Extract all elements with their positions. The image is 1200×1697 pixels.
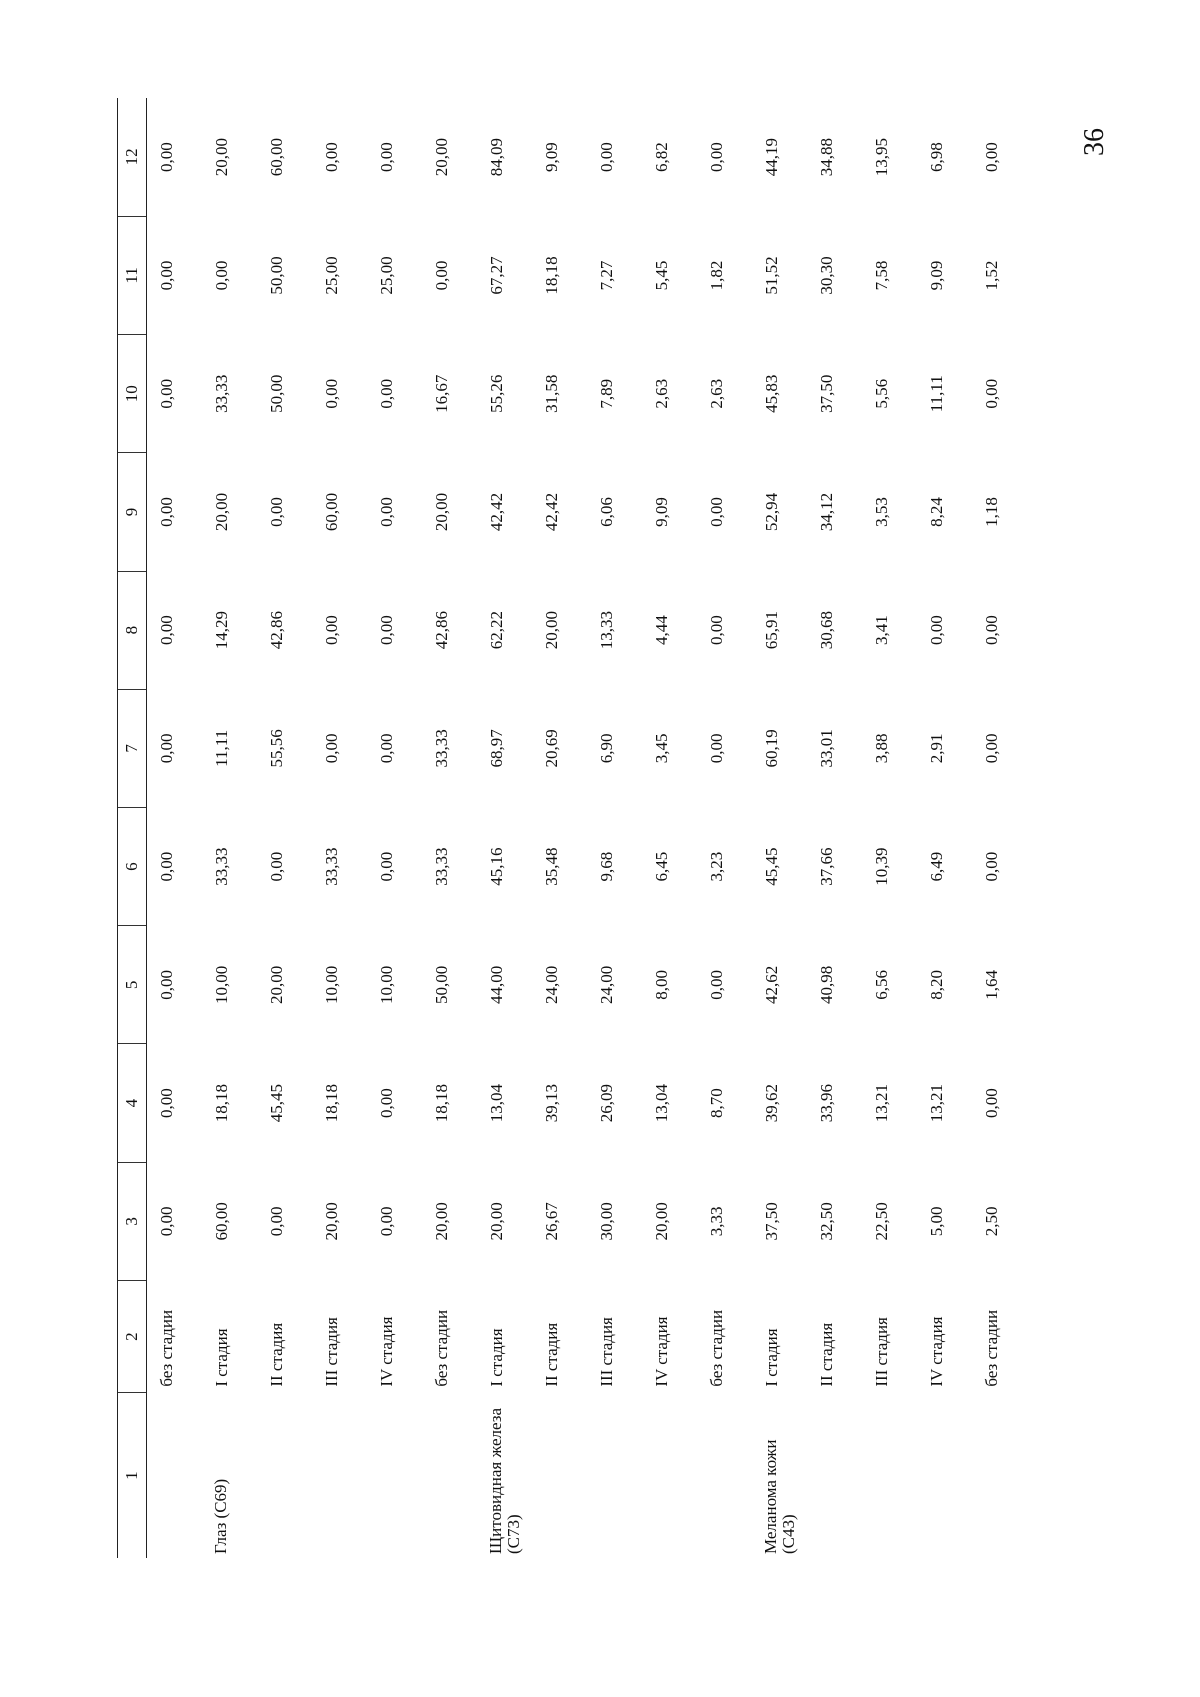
row-group-label — [972, 1393, 1027, 1558]
row-group-label — [587, 1393, 642, 1558]
value-cell: 8,24 — [927, 497, 946, 527]
value-cell: 3,45 — [652, 733, 671, 764]
value-cell: 0,00 — [707, 142, 726, 173]
value-cell: 30,00 — [597, 1202, 616, 1241]
value-cell: 39,62 — [762, 1083, 781, 1123]
row-group-label — [862, 1393, 917, 1558]
value-cell: 0,00 — [377, 497, 396, 527]
value-cell: 10,00 — [377, 965, 396, 1004]
row-group-label — [532, 1393, 587, 1558]
row-stage-label: III стадия — [872, 1317, 891, 1387]
table-row — [422, 98, 477, 1558]
value-cell: 33,33 — [432, 729, 451, 768]
value-cell: 30,30 — [817, 256, 836, 295]
column-header-1: 1 — [118, 1393, 147, 1558]
value-cell: 11,11 — [927, 375, 946, 413]
value-cell: 20,00 — [322, 1202, 341, 1241]
value-cell: 20,00 — [487, 1202, 506, 1241]
value-cell: 32,50 — [817, 1202, 836, 1241]
value-cell: 45,16 — [487, 847, 506, 886]
value-cell: 34,12 — [817, 492, 836, 532]
value-cell: 0,00 — [377, 615, 396, 646]
value-cell: 51,52 — [762, 256, 781, 295]
row-group-label: Щитовидная железа (С73) — [486, 1407, 523, 1554]
value-cell: 0,00 — [322, 378, 341, 409]
row-stage-label: III стадия — [597, 1317, 616, 1387]
row-group-label — [917, 1393, 972, 1558]
table-row — [147, 98, 203, 1558]
value-cell: 0,00 — [707, 733, 726, 764]
value-cell: 50,00 — [267, 256, 286, 295]
value-cell: 6,06 — [597, 497, 616, 527]
column-header-4: 4 — [118, 1044, 147, 1162]
value-cell: 65,91 — [762, 611, 781, 650]
value-cell: 62,22 — [487, 611, 506, 650]
value-cell: 14,29 — [212, 611, 231, 650]
value-cell: 20,00 — [432, 138, 451, 177]
value-cell: 55,26 — [487, 374, 506, 413]
value-cell: 0,00 — [157, 615, 176, 646]
value-cell: 60,00 — [212, 1202, 231, 1241]
value-cell: 0,00 — [982, 615, 1001, 646]
value-cell: 44,00 — [487, 965, 506, 1004]
value-cell: 13,33 — [597, 611, 616, 650]
value-cell: 10,39 — [872, 847, 891, 886]
value-cell: 20,00 — [212, 492, 231, 532]
value-cell: 9,09 — [927, 260, 946, 291]
row-group-label — [422, 1393, 477, 1558]
value-cell: 0,00 — [377, 378, 396, 409]
row-stage-label: без стадии — [707, 1309, 726, 1387]
value-cell: 20,00 — [542, 611, 561, 650]
value-cell: 18,18 — [542, 256, 561, 295]
table-row — [972, 98, 1027, 1558]
row-stage-label: II стадия — [267, 1322, 286, 1387]
value-cell: 7,58 — [872, 260, 891, 291]
row-group-label — [147, 1393, 203, 1558]
value-cell: 1,18 — [982, 497, 1001, 527]
value-cell: 0,00 — [267, 851, 286, 882]
table-row — [202, 98, 257, 1558]
value-cell: 50,00 — [432, 965, 451, 1004]
row-group-label: Глаз (С69) — [211, 1478, 230, 1554]
column-header-3: 3 — [118, 1162, 147, 1280]
row-stage-label: I стадия — [762, 1328, 781, 1387]
value-cell: 0,00 — [377, 733, 396, 764]
value-cell: 6,49 — [927, 851, 946, 882]
value-cell: 6,98 — [927, 142, 946, 173]
value-cell: 13,04 — [487, 1083, 506, 1123]
value-cell: 0,00 — [157, 378, 176, 409]
value-cell: 37,50 — [817, 374, 836, 413]
value-cell: 42,86 — [267, 611, 286, 650]
value-cell: 18,18 — [432, 1083, 451, 1123]
row-group-label — [367, 1393, 422, 1558]
value-cell: 3,23 — [707, 851, 726, 882]
value-cell: 26,09 — [597, 1083, 616, 1123]
row-stage-label: без стадии — [982, 1309, 1001, 1387]
table-row — [532, 98, 587, 1558]
value-cell: 0,00 — [707, 615, 726, 646]
value-cell: 1,82 — [707, 260, 726, 291]
value-cell: 3,33 — [707, 1206, 726, 1237]
value-cell: 6,82 — [652, 142, 671, 173]
value-cell: 18,18 — [322, 1083, 341, 1123]
value-cell: 42,86 — [432, 611, 451, 650]
table-row — [587, 98, 642, 1558]
value-cell: 30,68 — [817, 611, 836, 650]
value-cell: 0,00 — [927, 615, 946, 646]
column-header-10: 10 — [118, 335, 147, 453]
value-cell: 33,33 — [432, 847, 451, 886]
value-cell: 8,00 — [652, 970, 671, 1000]
value-cell: 0,00 — [322, 142, 341, 173]
value-cell: 0,00 — [377, 1088, 396, 1118]
value-cell: 33,96 — [817, 1083, 836, 1123]
value-cell: 25,00 — [322, 256, 341, 295]
table-row — [807, 98, 862, 1558]
table-row — [697, 98, 752, 1558]
table-row — [367, 98, 422, 1558]
column-header-8: 8 — [118, 571, 147, 689]
value-cell: 25,00 — [377, 256, 396, 295]
value-cell: 0,00 — [157, 1088, 176, 1118]
value-cell: 0,00 — [157, 733, 176, 764]
table-row — [917, 98, 972, 1558]
value-cell: 0,00 — [267, 497, 286, 527]
value-cell: 2,91 — [927, 733, 946, 764]
table-row — [642, 98, 697, 1558]
value-cell: 33,33 — [212, 847, 231, 886]
row-stage-label: IV стадия — [377, 1316, 396, 1387]
value-cell: 50,00 — [267, 374, 286, 413]
value-cell: 0,00 — [157, 851, 176, 882]
value-cell: 0,00 — [377, 851, 396, 882]
value-cell: 7,27 — [597, 260, 616, 291]
value-cell: 35,48 — [542, 847, 561, 886]
rotated-table-wrapper — [117, 98, 1001, 1558]
value-cell: 6,45 — [652, 851, 671, 882]
value-cell: 37,66 — [817, 847, 836, 886]
value-cell: 0,00 — [982, 142, 1001, 173]
value-cell: 44,19 — [762, 138, 781, 177]
value-cell: 20,00 — [432, 492, 451, 532]
value-cell: 7,89 — [597, 378, 616, 409]
row-stage-label: IV стадия — [927, 1316, 946, 1387]
value-cell: 37,50 — [762, 1202, 781, 1241]
value-cell: 1,52 — [982, 260, 1001, 291]
value-cell: 33,33 — [212, 374, 231, 413]
value-cell: 42,62 — [762, 965, 781, 1004]
value-cell: 0,00 — [377, 1206, 396, 1237]
row-stage-label: без стадии — [432, 1309, 451, 1387]
value-cell: 20,69 — [542, 729, 561, 768]
column-header-11: 11 — [118, 216, 147, 334]
value-cell: 0,00 — [267, 1206, 286, 1237]
column-header-5: 5 — [118, 926, 147, 1044]
value-cell: 22,50 — [872, 1202, 891, 1241]
value-cell: 20,00 — [652, 1202, 671, 1241]
value-cell: 60,19 — [762, 729, 781, 768]
row-stage-label: II стадия — [817, 1322, 836, 1387]
value-cell: 0,00 — [157, 970, 176, 1000]
row-stage-label: без стадии — [157, 1309, 176, 1387]
value-cell: 55,56 — [267, 729, 286, 768]
table-header-row — [118, 98, 147, 1558]
value-cell: 0,00 — [597, 142, 616, 173]
value-cell: 10,00 — [322, 965, 341, 1004]
row-group-label — [697, 1393, 752, 1558]
value-cell: 45,45 — [762, 847, 781, 886]
value-cell: 3,53 — [872, 497, 891, 527]
value-cell: 11,11 — [212, 729, 231, 767]
row-stage-label: I стадия — [487, 1328, 506, 1387]
value-cell: 33,33 — [322, 847, 341, 886]
row-group-label — [257, 1393, 312, 1558]
value-cell: 2,63 — [707, 378, 726, 409]
value-cell: 20,00 — [267, 965, 286, 1004]
table-row — [477, 98, 532, 1558]
column-header-2: 2 — [118, 1280, 147, 1392]
value-cell: 0,00 — [982, 1088, 1001, 1118]
value-cell: 26,67 — [542, 1202, 561, 1241]
value-cell: 67,27 — [487, 256, 506, 295]
value-cell: 0,00 — [157, 1206, 176, 1237]
row-group-label — [642, 1393, 697, 1558]
value-cell: 0,00 — [157, 260, 176, 291]
value-cell: 42,42 — [542, 492, 561, 532]
value-cell: 0,00 — [212, 260, 231, 291]
value-cell: 60,00 — [322, 492, 341, 532]
value-cell: 24,00 — [542, 965, 561, 1004]
value-cell: 0,00 — [157, 497, 176, 527]
value-cell: 45,83 — [762, 374, 781, 413]
value-cell: 0,00 — [982, 851, 1001, 882]
value-cell: 5,00 — [927, 1206, 946, 1237]
row-stage-label: IV стадия — [652, 1316, 671, 1387]
value-cell: 45,45 — [267, 1083, 286, 1123]
table-row — [257, 98, 312, 1558]
value-cell: 31,58 — [542, 374, 561, 413]
value-cell: 6,56 — [872, 970, 891, 1000]
value-cell: 0,00 — [707, 970, 726, 1000]
value-cell: 13,95 — [872, 138, 891, 177]
value-cell: 3,41 — [872, 615, 891, 646]
table-row — [312, 98, 367, 1558]
column-header-6: 6 — [118, 808, 147, 926]
value-cell: 2,50 — [982, 1206, 1001, 1237]
column-header-12: 12 — [118, 98, 147, 216]
value-cell: 9,68 — [597, 851, 616, 882]
value-cell: 84,09 — [487, 138, 506, 177]
value-cell: 68,97 — [487, 729, 506, 768]
value-cell: 20,00 — [432, 1202, 451, 1241]
statistics-table — [117, 98, 1027, 1558]
value-cell: 60,00 — [267, 138, 286, 177]
value-cell: 13,21 — [927, 1083, 946, 1123]
table-row — [752, 98, 807, 1558]
value-cell: 24,00 — [597, 965, 616, 1004]
value-cell: 39,13 — [542, 1083, 561, 1123]
value-cell: 6,90 — [597, 733, 616, 764]
value-cell: 33,01 — [817, 729, 836, 768]
column-header-9: 9 — [118, 453, 147, 571]
value-cell: 8,70 — [707, 1088, 726, 1118]
row-stage-label: I стадия — [212, 1328, 231, 1387]
row-group-label: Меланома кожи (С43) — [761, 1439, 798, 1554]
value-cell: 8,20 — [927, 970, 946, 1000]
value-cell: 42,42 — [487, 492, 506, 532]
value-cell: 0,00 — [322, 733, 341, 764]
value-cell: 0,00 — [432, 260, 451, 291]
value-cell: 20,00 — [212, 138, 231, 177]
page-number: 36 — [1079, 128, 1110, 156]
value-cell: 0,00 — [982, 733, 1001, 764]
value-cell: 13,21 — [872, 1083, 891, 1123]
value-cell: 1,64 — [982, 970, 1001, 1000]
row-stage-label: II стадия — [542, 1322, 561, 1387]
table-row — [862, 98, 917, 1558]
value-cell: 0,00 — [707, 497, 726, 527]
value-cell: 18,18 — [212, 1083, 231, 1123]
value-cell: 40,98 — [817, 965, 836, 1004]
value-cell: 52,94 — [762, 492, 781, 532]
value-cell: 10,00 — [212, 965, 231, 1004]
value-cell: 2,63 — [652, 378, 671, 409]
value-cell: 0,00 — [322, 615, 341, 646]
value-cell: 4,44 — [652, 615, 671, 646]
table-body — [147, 98, 1028, 1558]
value-cell: 0,00 — [982, 378, 1001, 409]
value-cell: 5,45 — [652, 260, 671, 291]
value-cell: 0,00 — [157, 142, 176, 173]
value-cell: 16,67 — [432, 374, 451, 413]
value-cell: 3,88 — [872, 733, 891, 764]
value-cell: 13,04 — [652, 1083, 671, 1123]
value-cell: 9,09 — [542, 142, 561, 173]
row-group-label — [312, 1393, 367, 1558]
row-stage-label: III стадия — [322, 1317, 341, 1387]
row-group-label — [807, 1393, 862, 1558]
column-header-7: 7 — [118, 689, 147, 807]
value-cell: 34,88 — [817, 138, 836, 177]
value-cell: 5,56 — [872, 378, 891, 409]
value-cell: 9,09 — [652, 497, 671, 527]
value-cell: 0,00 — [377, 142, 396, 173]
